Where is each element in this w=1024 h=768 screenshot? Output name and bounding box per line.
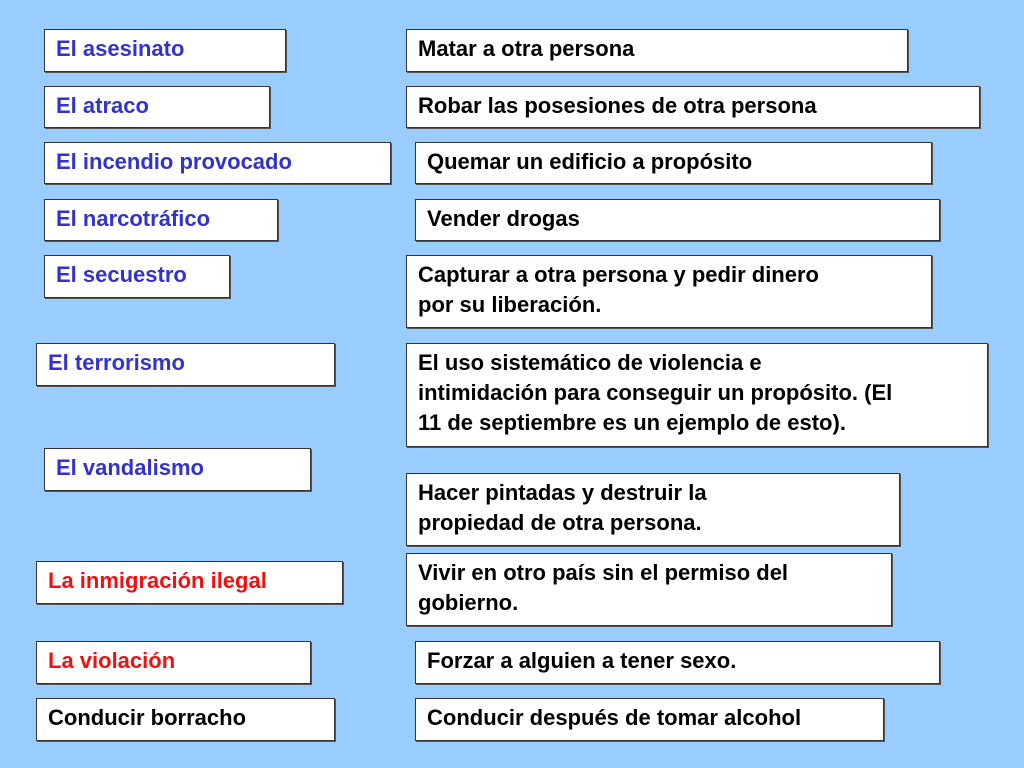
definition-card-pintadas[interactable]: Hacer pintadas y destruir la propiedad de otra persona. [406,473,900,546]
definition-card-robar[interactable]: Robar las posesiones de otra persona [406,86,980,128]
term-card-atraco[interactable]: El atraco [44,86,270,128]
term-card-terrorismo[interactable]: El terrorismo [36,343,335,386]
term-card-incendio-provocado[interactable]: El incendio provocado [44,142,391,184]
definition-card-vender-drogas[interactable]: Vender drogas [415,199,940,241]
term-card-inmigracion-ilegal[interactable]: La inmigración ilegal [36,561,343,604]
definition-card-conducir-alcohol[interactable]: Conducir después de tomar alcohol [415,698,884,741]
definition-card-quemar[interactable]: Quemar un edificio a propósito [415,142,932,184]
definition-card-forzar[interactable]: Forzar a alguien a tener sexo. [415,641,940,684]
term-card-asesinato[interactable]: El asesinato [44,29,286,72]
term-card-conducir-borracho[interactable]: Conducir borracho [36,698,335,741]
definition-card-capturar[interactable]: Capturar a otra persona y pedir dinero por su liberación. [406,255,932,328]
term-card-vandalismo[interactable]: El vandalismo [44,448,311,491]
definition-card-vivir-sin-permiso[interactable]: Vivir en otro país sin el permiso del gobierno. [406,553,892,626]
term-card-violacion[interactable]: La violación [36,641,311,684]
term-card-narcotrafico[interactable]: El narcotráfico [44,199,278,241]
definition-card-violencia-sistematica[interactable]: El uso sistemático de violencia e intimidación para conseguir un propósito. (El 11 de septiembre es un ejemplo de esto). [406,343,988,447]
definition-card-matar[interactable]: Matar a otra persona [406,29,908,72]
term-card-secuestro[interactable]: El secuestro [44,255,230,298]
